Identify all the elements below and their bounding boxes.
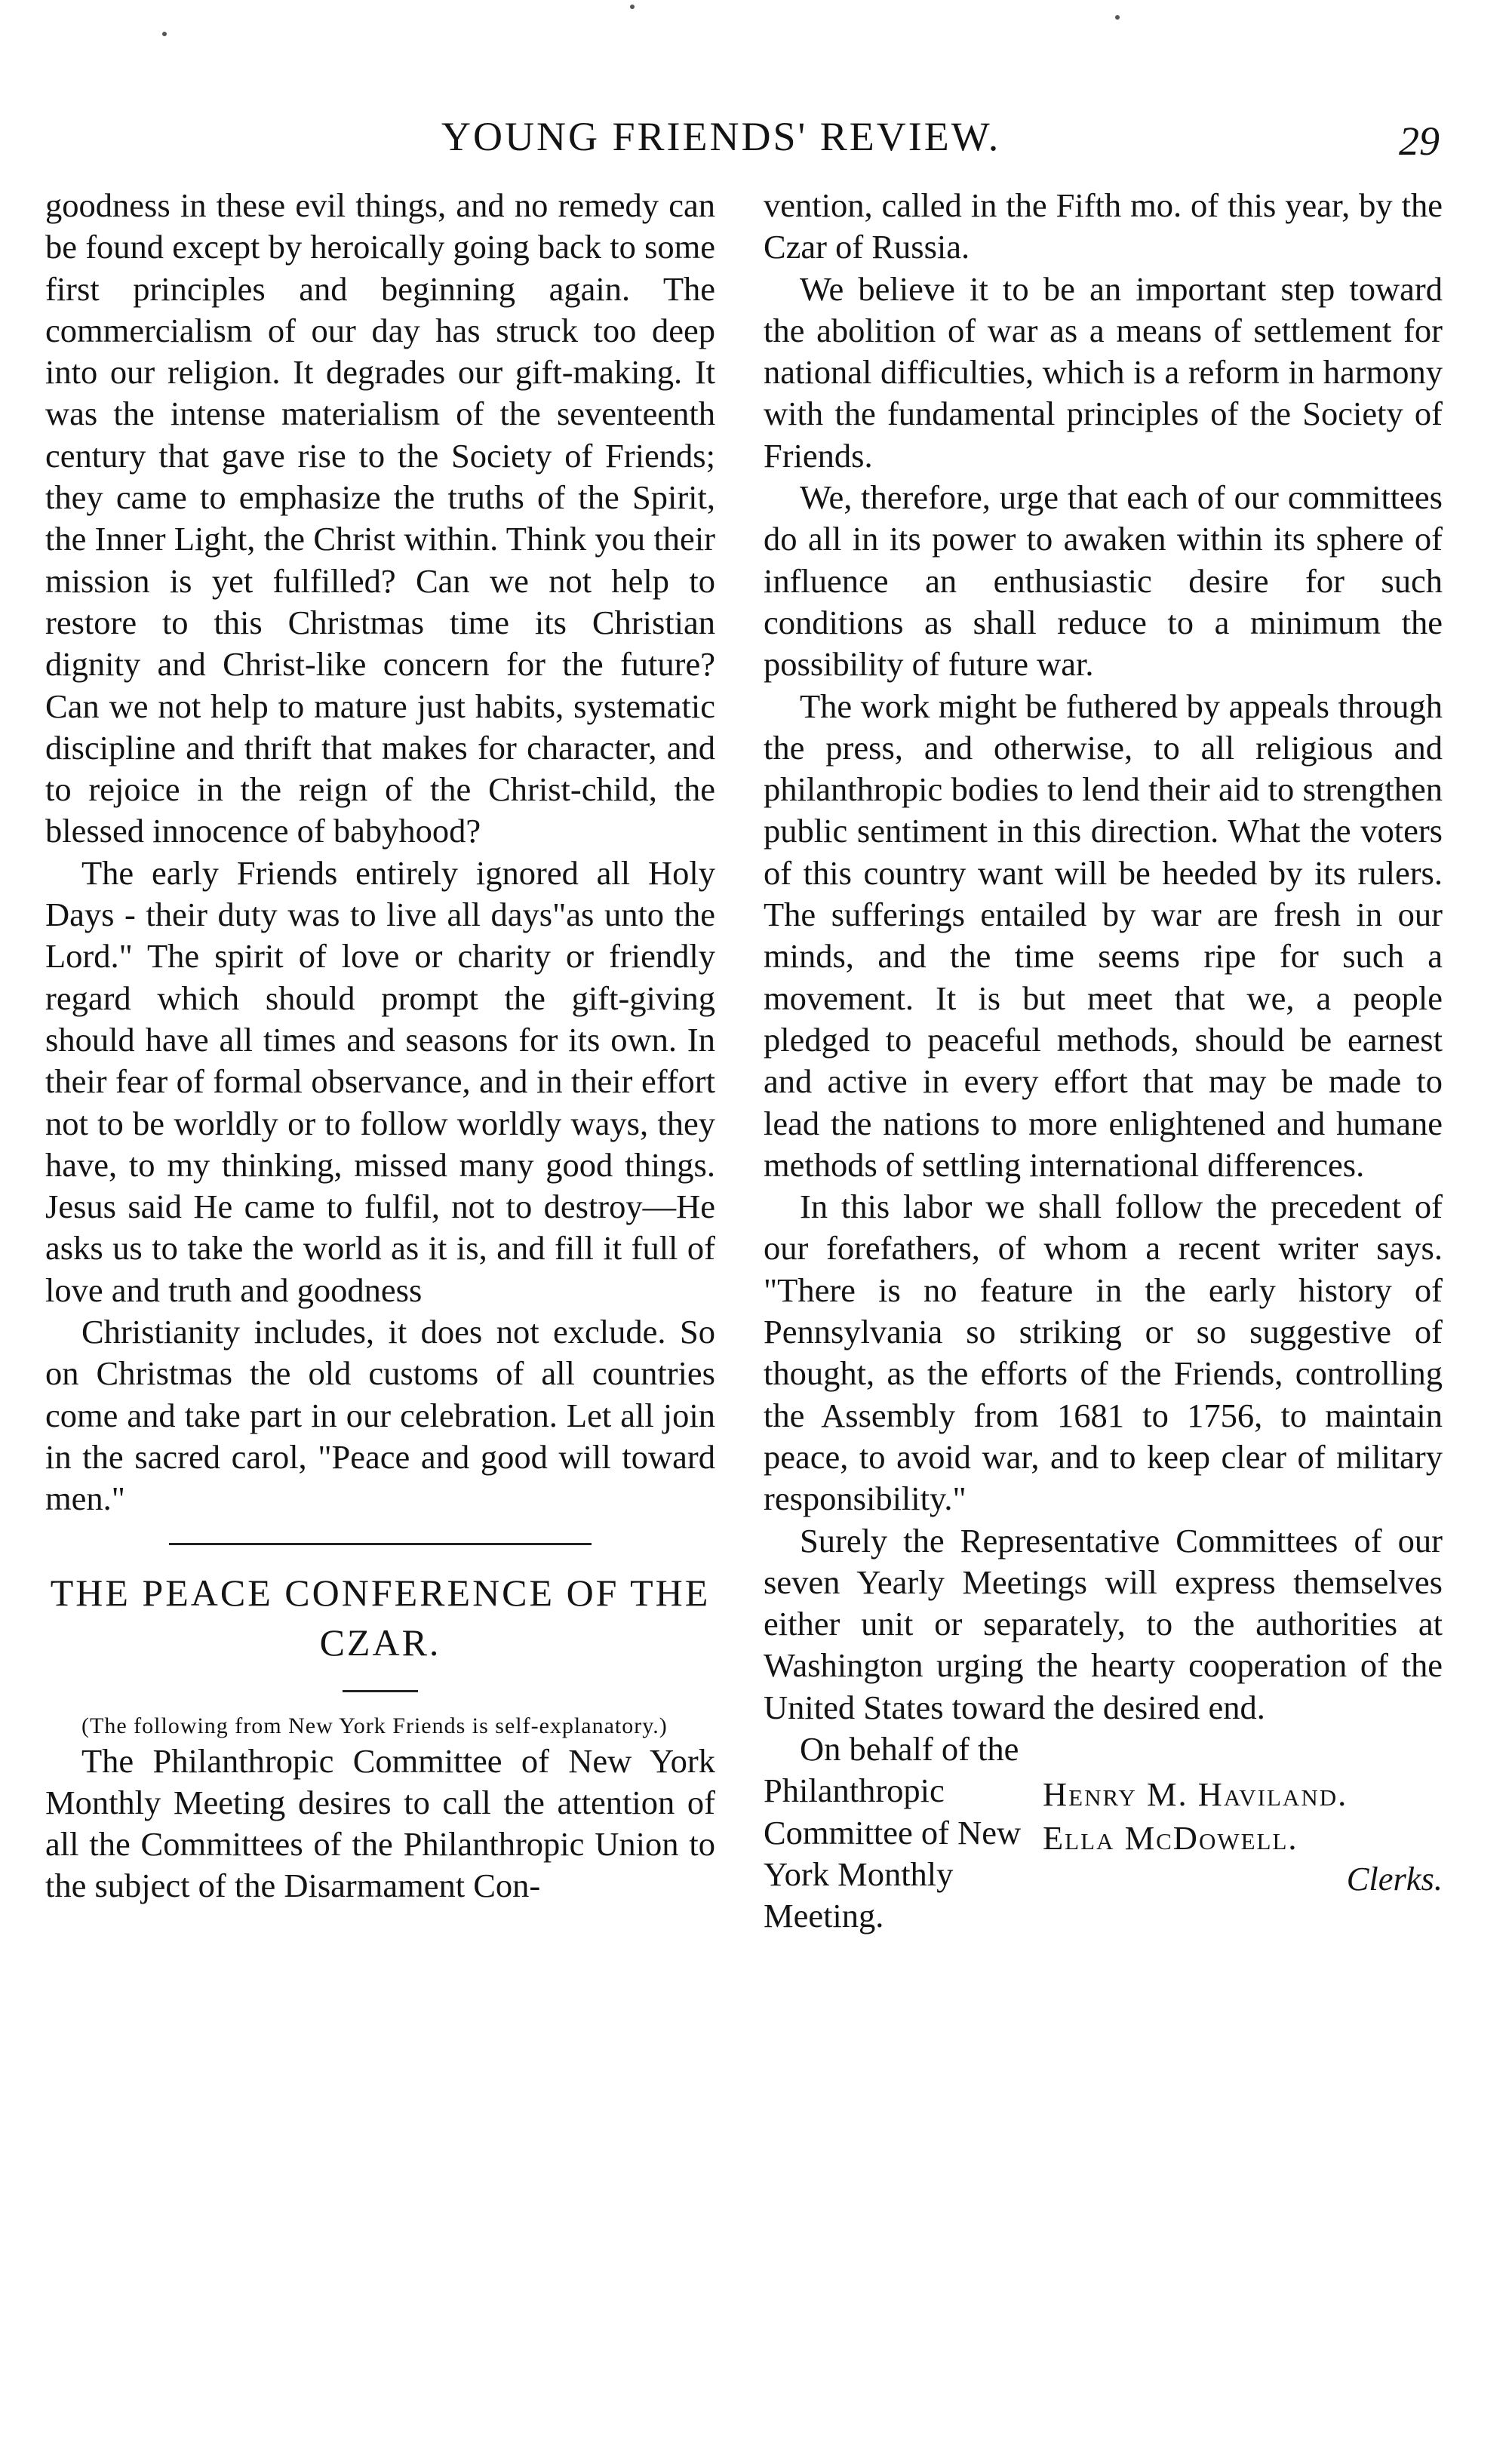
print-speck — [630, 5, 635, 9]
page-header — [0, 113, 1512, 166]
page-number: 29 — [1399, 118, 1440, 164]
signatory-name: Henry M. Haviland. — [1043, 1775, 1348, 1813]
print-speck — [162, 32, 167, 36]
paragraph: The Philanthropic Committee of New York Monthly Meeting desires to call the attention of all the Committees of the Philanthropic Union to the subject of the Disarmament Con- — [45, 1741, 715, 1905]
section-divider — [169, 1543, 592, 1545]
paragraph: Christianity includes, it does not exclude. So on Christmas the old customs of all countries come and take part in our celebration. Let all join in the sacred carol, "Peace and good will toward men." — [45, 1313, 715, 1518]
signatory-name: Ella McDowell. — [1043, 1818, 1298, 1857]
signature-role: Clerks. — [1346, 1859, 1443, 1898]
paragraph: The early Friends entirely ignored all Holy Days - their duty was to live all days"as unto the Lord." The spirit of love or charity or friendly regard which should prompt the gift-giving should have all times and seasons for its own. In their fear of formal observance, and in their effort not to be worldly or to follow worldly ways, they have, to my thinking, missed many good things. Jesus said He came to fulfil, not to destroy—He asks us to take the world as it is, and fill it full of love and truth and goodness — [45, 853, 715, 1309]
article-title: THE PEACE CONFERENCE OF THE CZAR. — [50, 1571, 711, 1664]
closing-line: On behalf of the Philanthropic Committee of New York Monthly Meeting. — [764, 1729, 1022, 1935]
title-rule — [343, 1690, 418, 1692]
print-speck — [1115, 15, 1120, 20]
editor-note: (The following from New York Friends is self-explanatory.) — [81, 1713, 668, 1738]
signature-block — [764, 1729, 1443, 1935]
paragraph: Surely the Representative Committees of our seven Yearly Meetings will express themselves either unit or separately, to the authorities at Washington urging the hearty cooperation of the United States toward the desired end. — [764, 1521, 1443, 1726]
left-column — [45, 185, 715, 1907]
paragraph: We believe it to be an important step toward the abolition of war as a means of settlement for national difficulties, which is a reform in harmony with the fundamental principles of the Society of Friends. — [764, 269, 1443, 475]
paragraph: We, therefore, urge that each of our committees do all in its power to awaken within its sphere of influence an enthusiastic desire for such conditions as shall reduce to a minimum the possibility of future war. — [764, 478, 1443, 684]
paragraph: In this labor we shall follow the precedent of our forefathers, of whom a recent writer says. "There is no feature in the early history of Pennsylvania so striking or so suggestive of thought, as the efforts of the Friends, controlling the Assembly from 1681 to 1756, to maintain peace, to avoid war, and to keep clear of military responsibility." — [764, 1188, 1443, 1518]
right-column — [764, 185, 1443, 1935]
paragraph: goodness in these evil things, and no remedy can be found except by heroically going back to some first principles and beginning again. The commercialism of our day has struck too deep into our religion. It degrades our gift-making. It was the intense materialism of the seventeenth century that gave rise to the Society of Friends; they came to emphasize the truths of the Spirit, the Inner Light, the Christ within. Think you their mission is yet fulfilled? Can we not help to restore to this Christmas time its Christian dignity and Christ-like concern for the future? Can we not help to mature just habits, systematic discipline and thrift that makes for character, and to rejoice in the reign of the Christ-child, the blessed innocence of babyhood? — [45, 186, 715, 850]
paragraph: vention, called in the Fifth mo. of this year, by the Czar of Russia. — [764, 186, 1443, 266]
signatories — [1043, 1772, 1348, 1860]
paragraph: The work might be futhered by appeals through the press, and otherwise, to all religious and philanthropic bodies to lend their aid to strengthen public sentiment in this direction. What the voters of this country want will be heeded by its rulers. The sufferings entailed by war are fresh in our minds, and the time seems ripe for such a movement. It is but meet that we, a people pledged to peaceful methods, should be earnest and active in every effort that may be made to lead the nations to more enlightened and humane methods of settling international differences. — [764, 687, 1443, 1184]
running-title: YOUNG FRIENDS' REVIEW. — [441, 114, 1001, 159]
